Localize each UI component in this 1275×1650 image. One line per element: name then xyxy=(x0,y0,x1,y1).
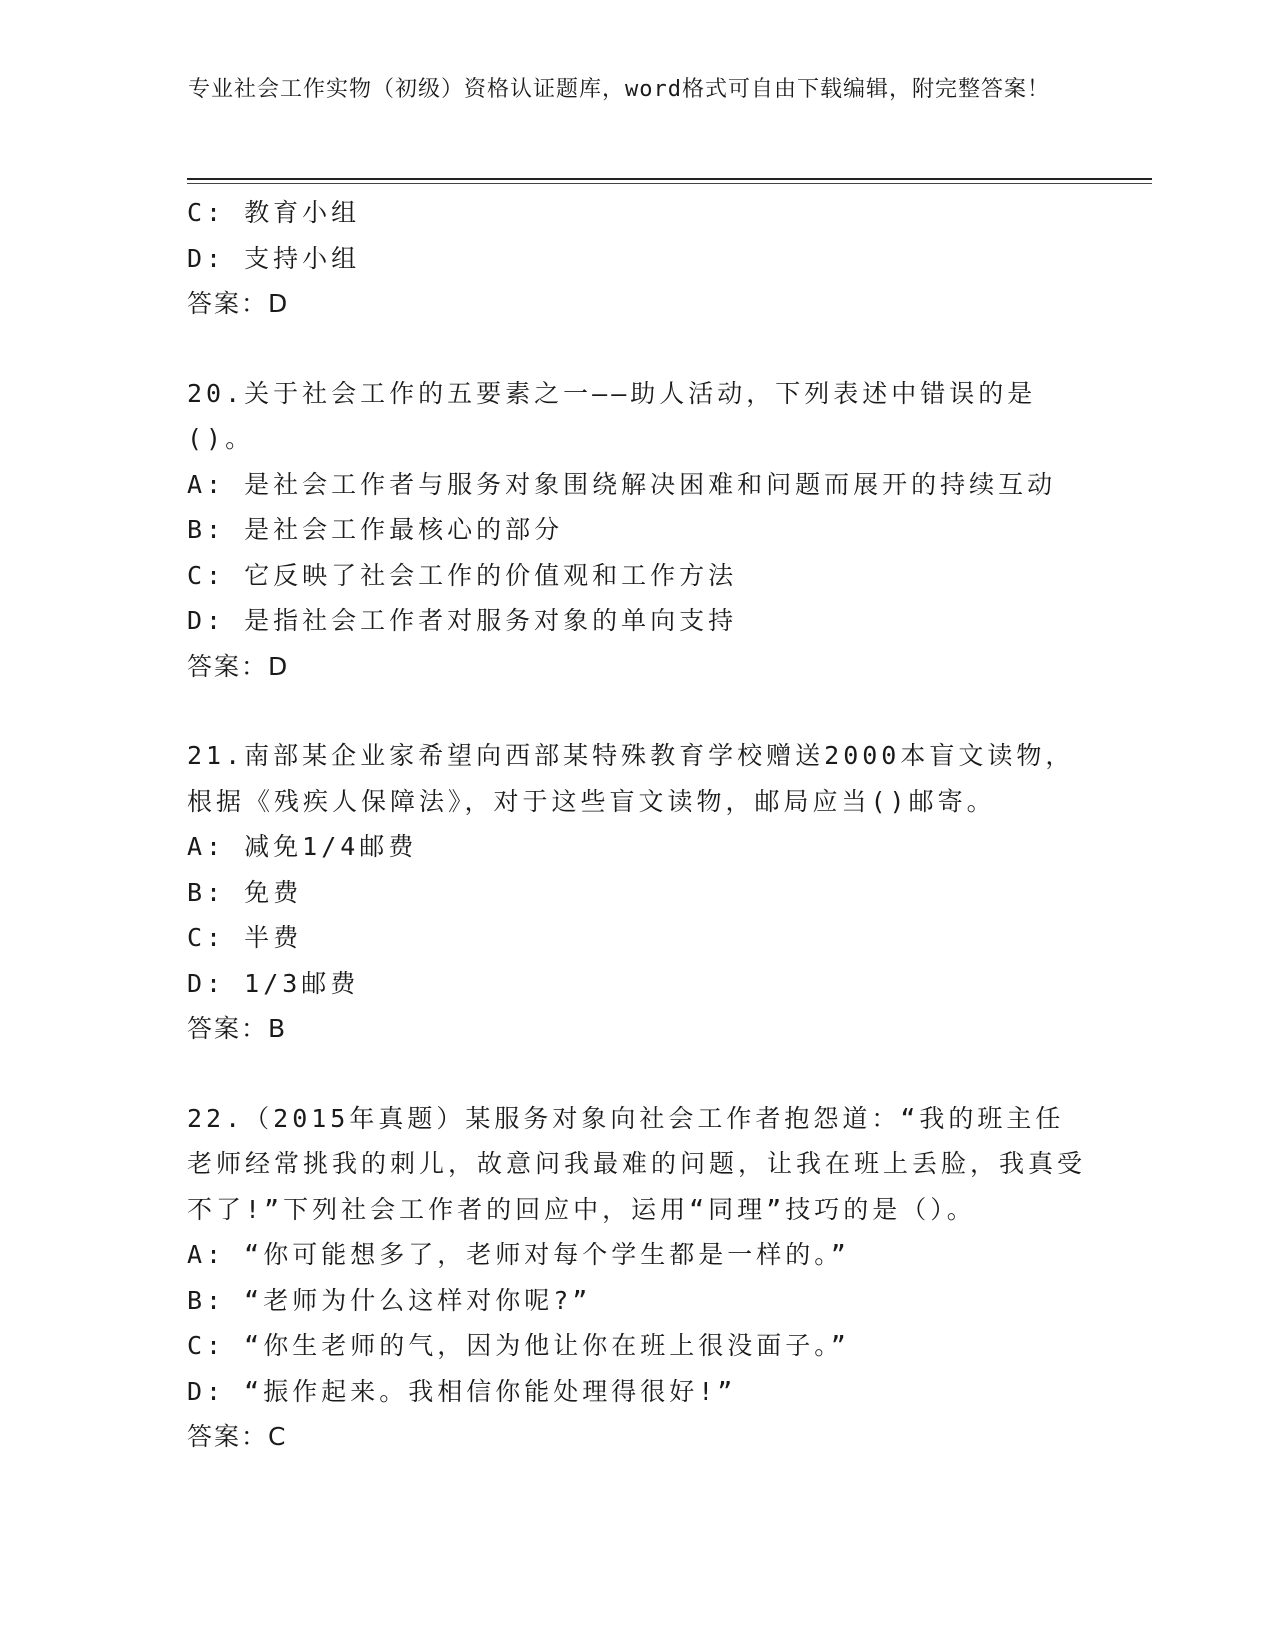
answer-line: 答案：D xyxy=(187,289,290,318)
option-c: C: 它反映了社会工作的价值观和工作方法 xyxy=(187,560,738,590)
answer-line: 答案：B xyxy=(187,1014,288,1043)
option-c: C: 教育小组 xyxy=(187,198,361,227)
document-header: 专业社会工作实物（初级）资格认证题库，word格式可自由下载编辑，附完整答案！ xyxy=(188,77,1050,102)
header-divider-thick xyxy=(187,178,1152,180)
option-c: C: “你生老师的气，因为他让你在班上很没面子。” xyxy=(187,1331,850,1360)
option-b: B: 是社会工作最核心的部分 xyxy=(187,515,564,544)
header-divider-thin xyxy=(187,183,1152,184)
option-c: C: 半费 xyxy=(187,923,303,952)
option-a: A: 是社会工作者与服务对象围绕解决困难和问题而展开的持续互动 xyxy=(187,469,1057,499)
option-d: D: 1/3邮费 xyxy=(187,968,360,998)
option-b: B: “老师为什么这样对你呢?” xyxy=(187,1285,592,1315)
previous-question-tail xyxy=(187,190,1087,327)
option-b: B: 免费 xyxy=(187,877,303,907)
question-22 xyxy=(187,1096,1087,1460)
answer-line: 答案：D xyxy=(187,651,290,681)
question-stem: 21.南部某企业家希望向西部某特殊教育学校赠送2000本盲文读物，根据《残疾人保障法》，对于这些盲文读物，邮局应当()邮寄。 xyxy=(187,741,1075,816)
option-d: D: 支持小组 xyxy=(187,243,361,273)
spacer xyxy=(187,327,1087,371)
question-20 xyxy=(187,371,1087,690)
spacer xyxy=(187,1052,1087,1096)
question-list xyxy=(187,190,1087,1460)
spacer xyxy=(187,689,1087,733)
option-a: A: “你可能想多了，老师对每个学生都是一样的。” xyxy=(187,1240,850,1269)
option-a: A: 减免1/4邮费 xyxy=(187,832,418,861)
option-d: D: “振作起来。我相信你能处理得很好!” xyxy=(187,1376,737,1406)
question-stem: 22.（2015年真题）某服务对象向社会工作者抱怨道：“我的班主任老师经常挑我的刺儿，故意问我最难的问题，让我在班上丢脸，我真受不了!”下列社会工作者的回应中，运用“同理”技巧的是（）。 xyxy=(187,1103,1087,1224)
question-21 xyxy=(187,733,1087,1052)
option-d: D: 是指社会工作者对服务对象的单向支持 xyxy=(187,606,738,635)
question-stem: 20.关于社会工作的五要素之一——助人活动，下列表述中错误的是()。 xyxy=(187,378,1037,453)
answer-line: 答案：C xyxy=(187,1422,288,1451)
